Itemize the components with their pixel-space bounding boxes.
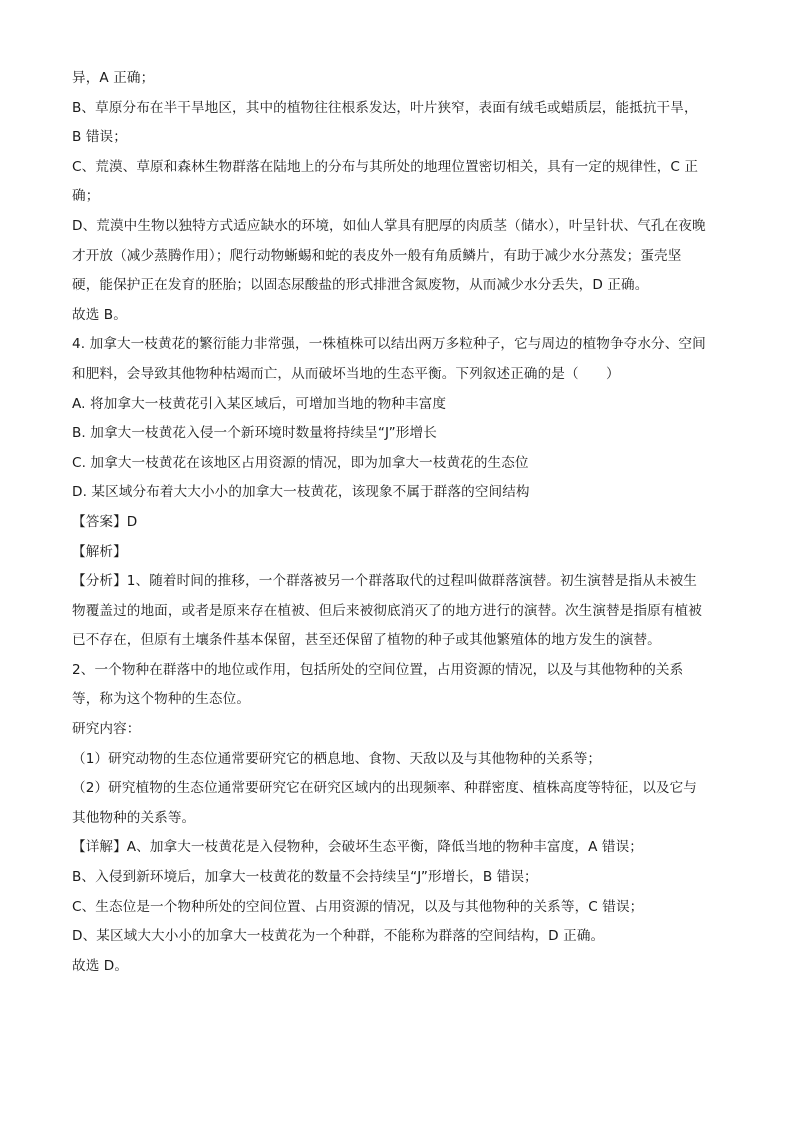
text-line: （2）研究植物的生态位通常要研究它在研究区域内的出现频率、种群密度、植株高度等特征，以及它与: [72, 780, 697, 797]
text-line: 其他物种的关系等。: [72, 809, 196, 826]
text-line: 【分析】1、随着时间的推移，一个群落被另一个群落取代的过程叫做群落演替。初生演替是指从未被生: [72, 573, 697, 590]
answer-line: 【答案】D: [72, 513, 138, 530]
text-line: 故选 B。: [72, 306, 127, 323]
text-line: 研究内容：: [72, 721, 141, 738]
document-body: [72, 64, 732, 981]
option-c: C. 加拿大一枝黄花在该地区占用资源的情况，即为加拿大一枝黄花的生态位: [72, 454, 529, 471]
text-line: 硬，能保护正在发育的胚胎；以固态尿酸盐的形式排泄含氮废物，从而减少水分丢失，D 正确。: [72, 277, 649, 294]
text-line: （1）研究动物的生态位通常要研究它的栖息地、食物、天敌以及与其他物种的关系等；: [72, 750, 602, 767]
analysis-heading: 【解析】: [72, 543, 127, 560]
text-line: B、草原分布在半干旱地区，其中的植物往往根系发达，叶片狭窄，表面有绒毛或蜡质层，能抵抗干旱，: [72, 99, 698, 116]
option-a: A. 将加拿大一枝黄花引入某区域后，可增加当地的物种丰富度: [72, 395, 447, 412]
text-line: 【详解】A、加拿大一枝黄花是入侵物种，会破坏生态平衡，降低当地的物种丰富度，A 错误；: [72, 839, 643, 856]
question-stem: 4. 加拿大一枝黄花的繁衍能力非常强，一株植株可以结出两万多粒种子，它与周边的植物争夺水分、空间: [72, 336, 706, 353]
text-line: B、入侵到新环境后，加拿大一枝黄花的数量不会持续呈“J”形增长，B 错误；: [72, 869, 538, 886]
text-line: 确；: [72, 188, 100, 205]
text-line: 故选 D。: [72, 957, 129, 974]
question-stem: 和肥料，会导致其他物种枯竭而亡，从而破坏当地的生态平衡。下列叙述正确的是（ ）: [72, 365, 620, 382]
text-line: 2、一个物种在群落中的地位或作用，包括所处的空间位置，占用资源的情况，以及与其他物种的关系: [72, 661, 684, 678]
text-line: 已不存在，但原有土壤条件基本保留，甚至还保留了植物的种子或其他繁殖体的地方发生的演替。: [72, 632, 661, 649]
text-line: 物覆盖过的地面，或者是原来存在植被、但后来被彻底消灭了的地方进行的演替。次生演替是指原有植被: [72, 602, 702, 619]
option-b: B. 加拿大一枝黄花入侵一个新环境时数量将持续呈“J”形增长: [72, 425, 437, 442]
text-line: 才开放（减少蒸腾作用）；爬行动物蜥蜴和蛇的表皮外一般有角质鳞片，有助于减少水分蒸发；蛋壳坚: [72, 247, 682, 264]
text-line: B 错误；: [72, 129, 127, 146]
text-line: 异，A 正确；: [72, 70, 155, 86]
text-line: C、生态位是一个物种所处的空间位置、占用资源的情况，以及与其他物种的关系等，C 错误；: [72, 898, 644, 915]
text-line: D、荒漠中生物以独特方式适应缺水的环境，如仙人掌具有肥厚的肉质茎（储水），叶呈针状、气孔在夜晚: [72, 217, 706, 234]
text-line: D、某区域大大小小的加拿大一枝黄花为一个种群，不能称为群落的空间结构，D 正确。: [72, 928, 605, 945]
option-d: D. 某区域分布着大大小小的加拿大一枝黄花，该现象不属于群落的空间结构: [72, 484, 530, 501]
text-line: 等，称为这个物种的生态位。: [72, 691, 251, 708]
text-line: C、荒漠、草原和森林生物群落在陆地上的分布与其所处的地理位置密切相关，具有一定的规律性，C 正: [72, 158, 699, 175]
